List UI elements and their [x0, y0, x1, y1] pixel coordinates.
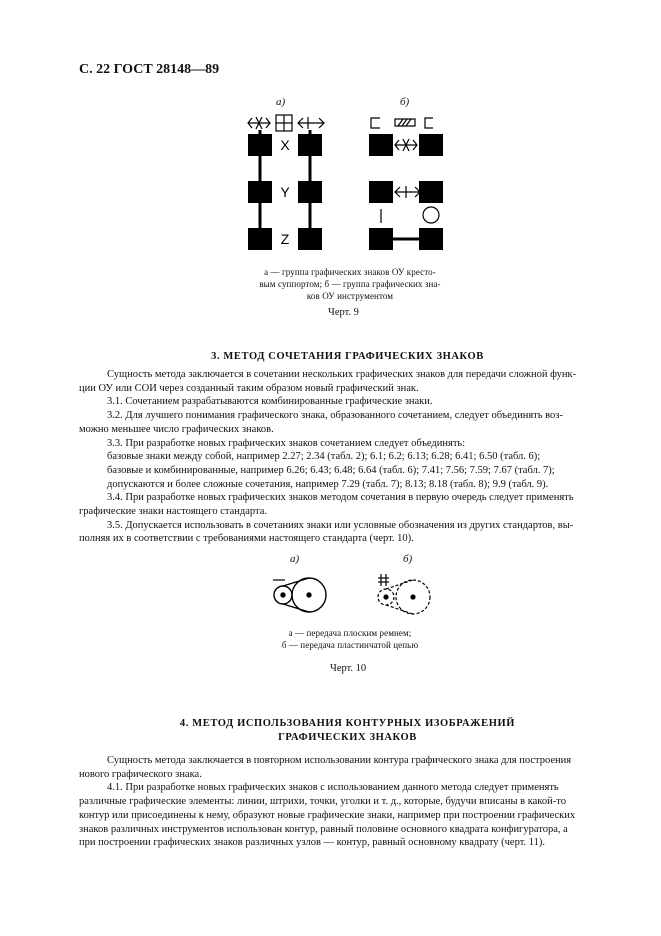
fig9-group-a	[248, 115, 324, 250]
body-line: различные графические элементы: линии, штрихи, точки, уголки и т. д., которые, будучи вписаны в какой-то	[79, 796, 566, 808]
block-icon	[298, 134, 322, 156]
block-icon	[419, 134, 443, 156]
fig10-title: Черт. 10	[330, 663, 367, 674]
block-icon	[298, 228, 322, 250]
fig9-label-a: а)	[276, 96, 286, 108]
fig9-diagram	[240, 110, 460, 260]
section3-body	[79, 368, 616, 546]
body-line: нового графического знака.	[79, 768, 202, 780]
fig10-caption	[245, 627, 455, 651]
fig9-caption	[245, 266, 455, 302]
tool-symbol-icon	[371, 118, 439, 223]
block-icon	[298, 181, 322, 203]
body-line: можно меньшее число графических знаков.	[79, 423, 274, 435]
section3-title: 3. МЕТОД СОЧЕТАНИЯ ГРАФИЧЕСКИХ ЗНАКОВ	[211, 351, 484, 362]
body-line: при построении графических знаков различных узлов — контур, равный основному квадрату (черт. 11).	[79, 837, 545, 849]
body-line: 4.1. При разработке новых графических знаков с использованием данного метода следует применять	[107, 782, 559, 794]
plate-chain-drive-icon	[378, 574, 430, 614]
fig10-diagram	[265, 570, 445, 620]
body-line: полняя их в соответствии с требованиями настоящего стандарта (черт. 10).	[79, 533, 414, 545]
fig10-caption-line: а — передача плоским ремнем;	[288, 628, 412, 638]
block-icon	[369, 181, 393, 203]
body-line: ции ОУ или СОИ через созданный таким образом новый графический знак.	[79, 382, 419, 394]
block-icon	[419, 181, 443, 203]
body-line: 3.3. При разработке новых графических знаков сочетанием следует объединять:	[107, 437, 466, 449]
body-line: 3.2. Для лучшего понимания графического знака, образованного сочетанием, следует объединять воз-	[107, 410, 563, 422]
fig10-label-a: а)	[290, 553, 300, 565]
section4-title-line: ГРАФИЧЕСКИХ ЗНАКОВ	[278, 732, 417, 743]
axis-z-label: Z	[280, 231, 290, 247]
block-icon	[369, 228, 393, 250]
body-line: графические знаки настоящего стандарта.	[79, 506, 267, 518]
body-line: базовые знаки между собой, например 2.27; 2.34 (табл. 2); 6.1; 6.2; 6.13; 6.28; 6.41; 6.50 (табл. 6);	[107, 451, 541, 463]
block-icon	[419, 228, 443, 250]
body-line: допускаются и более сложные сочетания, например 7.29 (табл. 7); 8.13; 8.18 (табл. 8); 9.9 (табл. 9).	[107, 478, 549, 490]
fig9-caption-line: а — группа графических знаков ОУ кресто-	[264, 267, 436, 277]
section4-body	[79, 754, 616, 850]
body-line: 3.4. При разработке новых графических знаков методом сочетания в первую очередь следует применять	[107, 492, 574, 504]
body-line: 3.5. Допускается использовать в сочетаниях знаки или условные обозначения из других стандартов, вы-	[107, 519, 574, 531]
body-line: Сущность метода заключается в сочетании нескольких графических знаков для передачи сложной функ-	[107, 369, 577, 380]
block-icon	[248, 134, 272, 156]
fig10-caption-line: б — передача пластинчатой цепью	[281, 640, 419, 650]
fig9-label-b: б)	[400, 96, 410, 108]
block-icon	[369, 134, 393, 156]
block-icon	[248, 228, 272, 250]
body-line: знаков различных инструментов использован контур, равный половине основного квадрата конфигуратора, а	[79, 823, 568, 835]
section4-title	[79, 717, 616, 745]
flat-belt-drive-icon	[273, 578, 326, 612]
axis-y-label: Y	[280, 184, 290, 200]
fig9-caption-line: вым суппортом; б — группа графических зна-	[259, 279, 441, 289]
axis-x-label: X	[280, 137, 290, 153]
section4-title-line: 4. МЕТОД ИСПОЛЬЗОВАНИЯ КОНТУРНЫХ ИЗОБРАЖЕНИЙ	[179, 718, 516, 729]
body-line: 3.1. Сочетанием разрабатываются комбинированные графические знаки.	[107, 396, 433, 408]
fig9-caption-line: ков ОУ инструментом	[306, 291, 394, 301]
body-line: контур или присоединены к нему, образуют новые графические знаки, например при построении графических	[79, 809, 576, 821]
cross-slide-symbol-icon	[248, 115, 324, 131]
fig9-group-b	[369, 118, 443, 250]
body-line: базовые и комбинированные, например 6.26; 6.43; 6.48; 6.64 (табл. 6); 7.41; 7.56; 7.59; 7.67 (табл. 7);	[107, 464, 555, 476]
fig10-label-b: б)	[403, 553, 413, 565]
body-line: Сущность метода заключается в повторном использовании контура графического знака для построения	[107, 755, 572, 766]
block-icon	[248, 181, 272, 203]
fig9-title: Черт. 9	[328, 307, 359, 318]
page-header: С. 22 ГОСТ 28148—89	[79, 62, 220, 77]
